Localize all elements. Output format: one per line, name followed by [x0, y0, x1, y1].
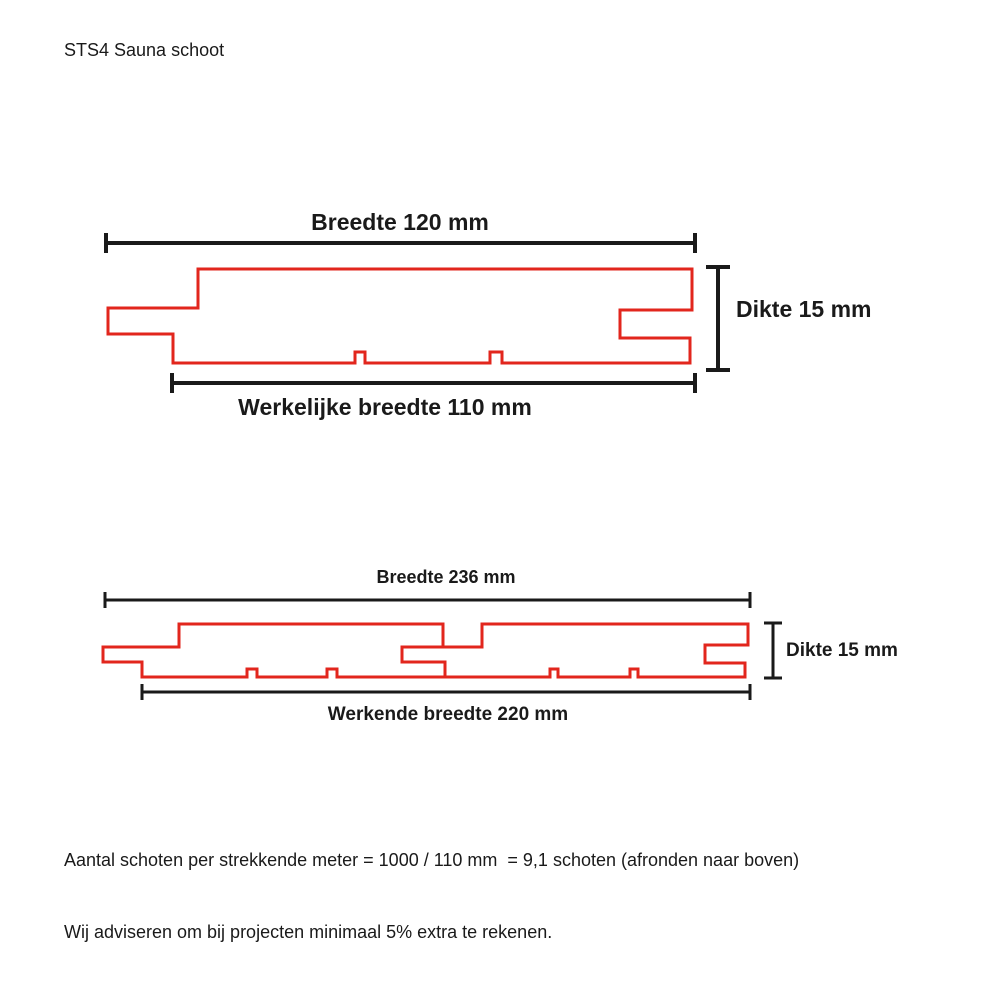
- diagram-1-single-plank: [106, 233, 730, 393]
- d1-thickness-dimension-line: [706, 267, 730, 370]
- d2-width-label: Breedte 236 mm: [376, 567, 516, 587]
- d2-width-dimension-line: [105, 592, 750, 608]
- d2-working-width-dimension-line: [142, 684, 750, 700]
- d1-working-width-label: Werkelijke breedte 110 mm: [238, 394, 532, 420]
- d1-plank-profile-outline: [108, 269, 692, 363]
- d1-width-dimension-line: [106, 233, 695, 253]
- d2-working-width-label: Werkende breedte 220 mm: [327, 704, 569, 725]
- d2-thickness-label: Dikte 15 mm: [786, 640, 898, 661]
- d1-thickness-label: Dikte 15 mm: [736, 296, 872, 322]
- d1-width-label: Breedte 120 mm: [311, 209, 489, 235]
- note-planks-per-meter: Aantal schoten per strekkende meter = 1000 / 110 mm = 9,1 schoten (afronden naar boven): [64, 850, 800, 870]
- note-extra-advice: Wij adviseren om bij projecten minimaal 5% extra te rekenen.: [64, 922, 553, 942]
- d2-thickness-dimension-line: [764, 623, 782, 678]
- d2-joint-seam-line: [402, 647, 445, 677]
- d1-working-width-dimension-line: [172, 373, 695, 393]
- diagram-2-double-plank: [103, 592, 782, 700]
- d2-planks-profile-outline: [103, 624, 748, 677]
- page-title: STS4 Sauna schoot: [64, 40, 225, 60]
